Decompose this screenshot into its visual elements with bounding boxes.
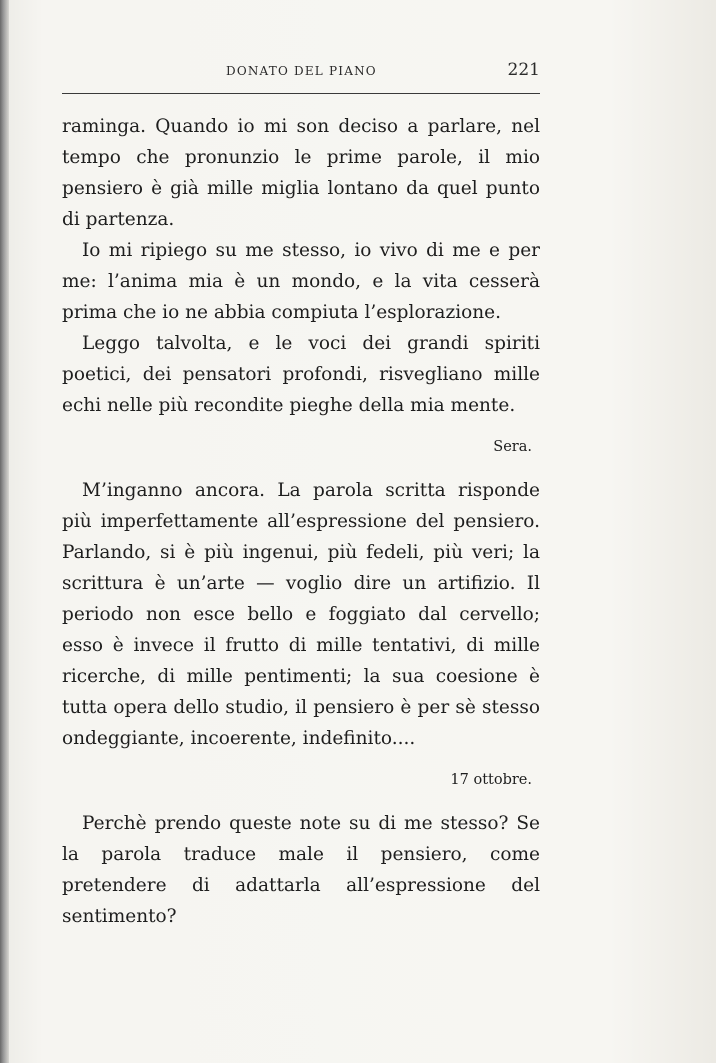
dateline-october: 17 ottobre. [450,772,532,788]
running-title: DONATO DEL PIANO [226,64,377,78]
page-binding-edge [0,0,9,1063]
body-text [62,111,540,932]
running-head [62,60,540,86]
paragraph-written-word: M’inganno ancora. La parola scritta risponde più imperfettamente all’espressione del pensiero. Parlando, si è più ingenui, più fedeli, più veri; la scrittura è un’arte — voglio dire un artifizio. Il periodo non esce bello e foggiato dal cervello; esso è invece il frutto di mille tentativi, di mille ricerche, di mille pentimenti; la sua coesione è tutta opera dello studio, il pensiero è per sè stesso ondeggiante, incoerente, indefinito.... [62,480,540,749]
paragraph-continuation: raminga. Quando io mi son deciso a parlare, nel tempo che pronunzio le prime parole, il mio pensiero è già mille miglia lontano da quel punto di partenza. [62,116,540,230]
paragraph-why-notes: Perchè prendo queste note su di me stesso? Se la parola traduce male il pensiero, come pretendere di adattarla all’espressione del sentimento? [62,813,540,927]
dateline-evening: Sera. [493,439,532,455]
paragraph-reading: Leggo talvolta, e le voci dei grandi spiriti poetici, dei pensatori profondi, risvegliano mille echi nelle più recondite pieghe della mia mente. [62,333,540,416]
page-number: 221 [507,60,540,80]
header-rule [62,93,540,94]
paragraph-self-reflection: Io mi ripiego su me stesso, io vivo di me e per me: l’anima mia è un mondo, e la vita cesserà prima che io ne abbia compiuta l’esplorazione. [62,240,540,323]
